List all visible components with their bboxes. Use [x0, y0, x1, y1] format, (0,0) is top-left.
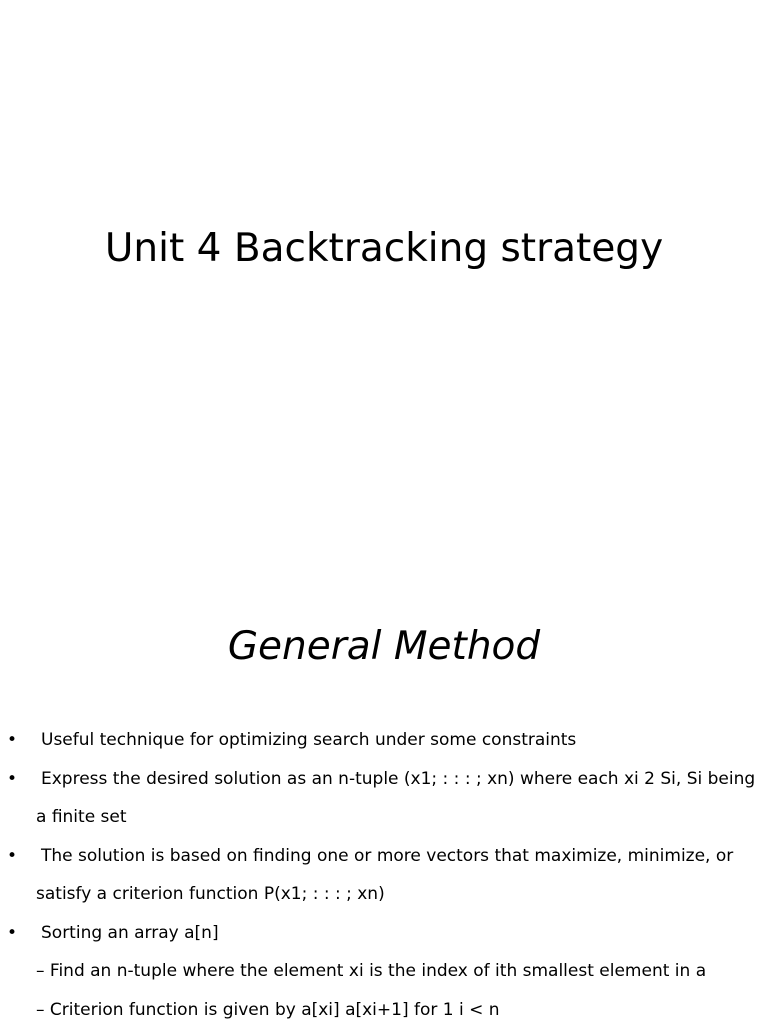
bullet-item	[0, 721, 768, 760]
sub-item: – Criterion function is given by a[xi] a[xi+1] for 1 i < n	[0, 991, 768, 1029]
bullet-marker: •	[7, 721, 17, 760]
bullet-text: Useful technique for optimizing search under some constraints	[36, 730, 576, 750]
bullet-item	[0, 760, 768, 837]
bullet-continuation: satisfy a criterion function P(x1; : : : ; xn)	[36, 875, 760, 914]
bullet-list	[0, 721, 768, 1029]
bullet-marker: •	[7, 914, 17, 953]
bullet-text: Sorting an array a[n]	[36, 923, 219, 943]
bullet-item	[0, 837, 768, 914]
bullet-text: Express the desired solution as an n-tuple (x1; : : : ; xn) where each xi 2 Si, Si being	[36, 769, 755, 789]
slide-title: Unit 4 Backtracking strategy	[0, 226, 768, 272]
sub-item: – Find an n-tuple where the element xi is the index of ith smallest element in a	[0, 952, 768, 991]
bullet-marker: •	[7, 837, 17, 876]
bullet-item	[0, 914, 768, 953]
bullet-continuation: a finite set	[36, 798, 760, 837]
bullet-marker: •	[7, 760, 17, 799]
slide-heading: General Method	[0, 624, 768, 670]
bullet-text: The solution is based on finding one or more vectors that maximize, minimize, or	[36, 846, 733, 866]
slide-general-method	[0, 576, 768, 1024]
